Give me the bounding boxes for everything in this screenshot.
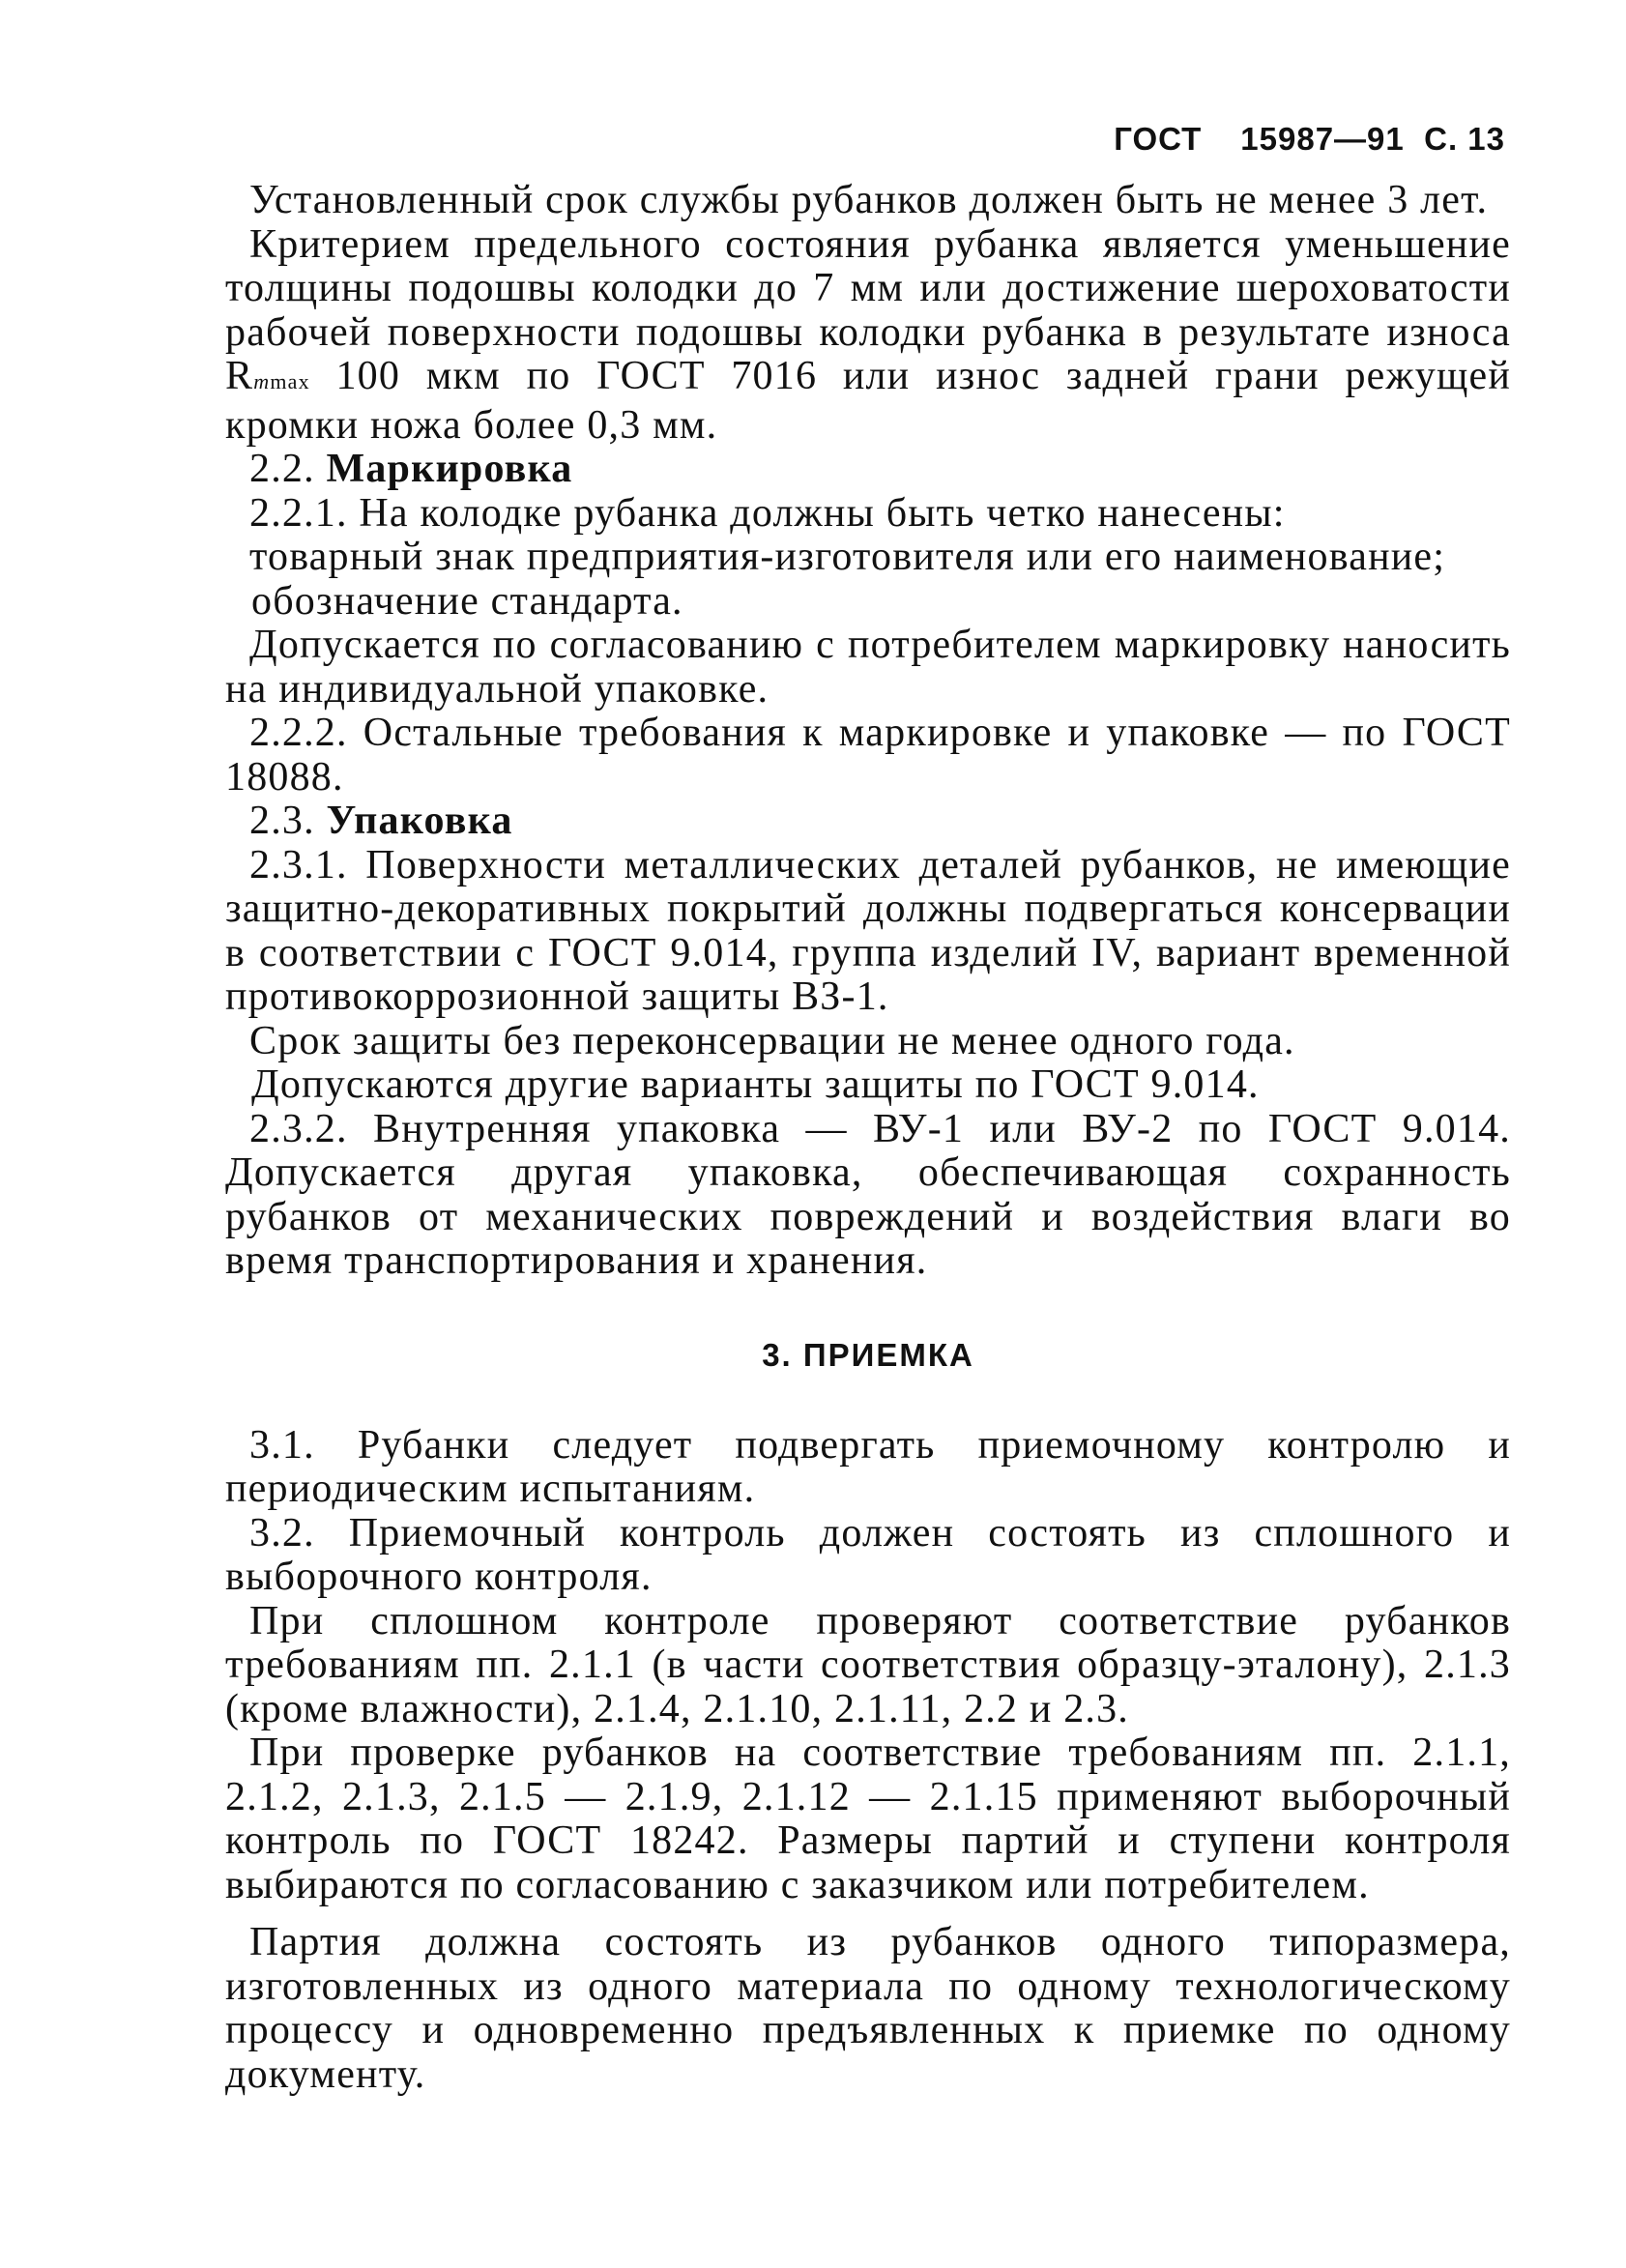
header-page: С. 13 (1424, 121, 1505, 157)
paragraph-3-1: 3.1. Рубанки следует подвергать приемочному контролю и периодическим испытаниям. (225, 1422, 1511, 1511)
section-2-3-heading: 2.3. Упаковка (249, 799, 513, 843)
document-page (225, 121, 1511, 2097)
paragraph-2-3-1: 2.3.1. Поверхности металлических деталей рубанков, не имеющие защитно-декоративных покрытий должны подвергаться консервации в соответствии с ГОСТ 9.014, группа изделий IV, вариант временной противокоррозионной защиты ВЗ-1. (225, 842, 1511, 1019)
paragraph-3-2-continuous: При сплошном контроле проверяют соответствие рубанков требованиям пп. 2.1.1 (в части соответствия образцу-эталону), 2.1.3 (кроме влажности), 2.1.4, 2.1.10, 2.1.11, 2.2 и 2.3. (225, 1598, 1511, 1731)
section-2-2-heading: 2.2. Маркировка (249, 447, 573, 491)
header-number: 15987—91 (1240, 121, 1405, 157)
paragraph-service-life: Установленный срок службы рубанков должен быть не менее 3 лет. (249, 178, 1489, 222)
paragraph-2-2-1: 2.2.1. На колодке рубанка должны быть четко нанесены: (249, 490, 1286, 536)
paragraph-3-2-batch: Партия должна состоять из рубанков одного типоразмера, изготовленных из одного материала по одному технологическому процессу и одновременно предъявленных к приемке по одному документу. (225, 1920, 1511, 2097)
paragraph-2-2-1-trademark: товарный знак предприятия-изготовителя или его наименование; (249, 535, 1446, 579)
paragraph-2-3-1-variants: Допускаются другие варианты защиты по ГОСТ 9.014. (251, 1062, 1260, 1107)
document-body (225, 179, 1511, 2097)
paragraph-2-2-1-agreement: Допускается по согласованию с потребителем маркировку наносить на индивидуальной упаковке. (225, 623, 1511, 712)
paragraph-3-2-sampling: При проверке рубанков на соответствие требованиям пп. 2.1.1, 2.1.2, 2.1.3, 2.1.5 — 2.1.9, 2.1.12 — 2.1.15 применяют выборочный контроль по ГОСТ 18242. Размеры партий и ступени контроля выбираются по согласованию с заказчиком или потребителем. (225, 1730, 1511, 1907)
page-header (225, 121, 1511, 179)
paragraph-3-2: 3.2. Приемочный контроль должен состоять из сплошного и выборочного контроля. (225, 1510, 1511, 1599)
paragraph-2-3-1-term: Срок защиты без переконсервации не менее одного года. (249, 1018, 1295, 1063)
paragraph-2-2-1-standard: обозначение стандарта. (251, 578, 683, 624)
section-3-title: 3. ПРИЕМКА (762, 1336, 974, 1373)
paragraph-limit-state: Критерием предельного состояния рубанка является уменьшение толщины подошвы колодки до 7 мм или достижение шероховатости рабочей поверхности подошвы колодки рубанка в результате износа Rmmax 100 мкм по ГОСТ 7016 или износ задней грани режущей кромки ножа более 0,3 мм. (225, 221, 1511, 448)
paragraph-2-2-2: 2.2.2. Остальные требования к маркировке и упаковке — по ГОСТ 18088. (225, 711, 1511, 800)
paragraph-2-3-2: 2.3.2. Внутренняя упаковка — ВУ-1 или ВУ-2 по ГОСТ 9.014. Допускается другая упаковка, обеспечивающая сохранность рубанков от механических повреждений и воздействия влаги во время транспортирования и хранения. (225, 1106, 1511, 1283)
header-gost: ГОСТ (1114, 121, 1203, 157)
